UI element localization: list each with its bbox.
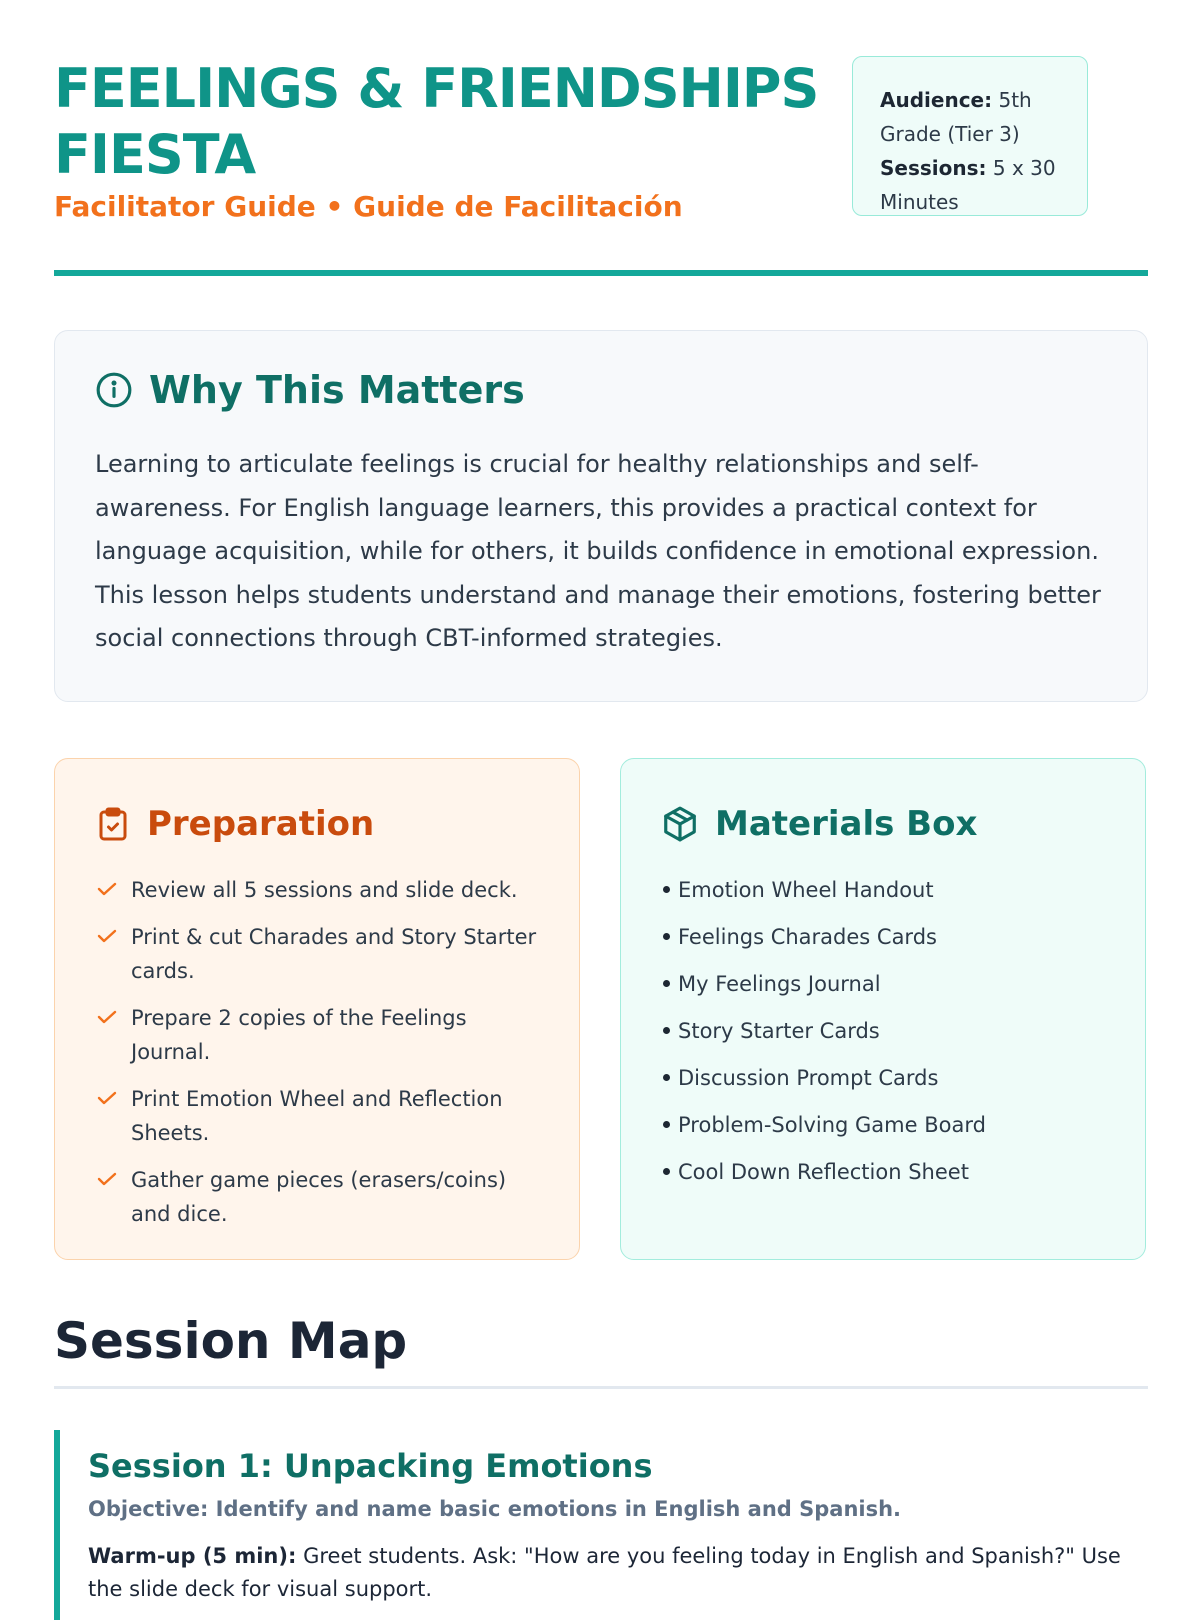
- session-map-divider: [54, 1386, 1148, 1389]
- check-icon: [95, 926, 119, 946]
- preparation-list: [95, 873, 539, 1231]
- page-title: FEELINGS & FRIENDSHIPS FIESTA: [54, 57, 819, 186]
- header-divider: [54, 270, 1148, 276]
- bullet-icon: [663, 1121, 670, 1128]
- sessions-value: 5 x 30 Minutes: [880, 156, 1056, 214]
- sessions-label: Sessions:: [880, 156, 987, 180]
- box-icon: [661, 805, 699, 843]
- materials-item: [661, 1108, 1105, 1142]
- materials-item: [661, 873, 1105, 907]
- preparation-item: [95, 1001, 539, 1069]
- check-icon: [95, 879, 119, 899]
- preparation-item-text: Print Emotion Wheel and Reflection Sheets.: [131, 1087, 503, 1145]
- page-subtitle: Facilitator Guide • Guide de Facilitación: [54, 190, 683, 223]
- check-icon: [95, 1007, 119, 1027]
- materials-item-text: Feelings Charades Cards: [678, 925, 937, 949]
- audience-label: Audience:: [880, 88, 993, 112]
- check-icon: [95, 1169, 119, 1189]
- session-warmup: [88, 1540, 1148, 1606]
- bullet-icon: [663, 886, 670, 893]
- preparation-item-text: Review all 5 sessions and slide deck.: [131, 878, 518, 902]
- preparation-item: [95, 1082, 539, 1150]
- session-card: [54, 1430, 1148, 1620]
- materials-item: [661, 1061, 1105, 1095]
- session-title: Session 1: Unpacking Emotions: [88, 1447, 653, 1485]
- header: [54, 56, 1148, 278]
- preparation-item-text: Print & cut Charades and Story Starter cards.: [131, 925, 537, 983]
- materials-item: [661, 1155, 1105, 1189]
- bullet-icon: [663, 933, 670, 940]
- materials-list: [661, 873, 1105, 1189]
- session-map-heading: Session Map: [54, 1312, 408, 1370]
- why-heading: Why This Matters: [149, 368, 525, 412]
- materials-item-text: Cool Down Reflection Sheet: [678, 1160, 969, 1184]
- session-objective: Objective: Identify and name basic emotions in English and Spanish.: [88, 1497, 902, 1521]
- preparation-item-text: Gather game pieces (erasers/coins) and dice.: [131, 1168, 507, 1226]
- materials-item-text: My Feelings Journal: [678, 972, 881, 996]
- materials-heading: Materials Box: [715, 804, 978, 844]
- why-body: Learning to articulate feelings is crucial for healthy relationships and self-awareness. For English language learners, this provides a practical context for language acquisition, while for others, it builds confidence in emotional expression. This lesson helps students understand and manage their emotions, fostering better social connections through CBT-informed strategies.: [95, 450, 1101, 652]
- preparation-item: [95, 873, 539, 907]
- preparation-item: [95, 1163, 539, 1231]
- preparation-item-text: Prepare 2 copies of the Feelings Journal.: [131, 1006, 467, 1064]
- materials-item-text: Problem-Solving Game Board: [678, 1113, 986, 1137]
- warmup-text: Greet students. Ask: "How are you feeling today in English and Spanish?" Use the slide deck for visual support.: [88, 1544, 1121, 1601]
- bullet-icon: [663, 980, 670, 987]
- meta-box: [852, 56, 1088, 216]
- bullet-icon: [663, 1074, 670, 1081]
- clipboard-check-icon: [95, 805, 131, 843]
- materials-item-text: Emotion Wheel Handout: [678, 878, 934, 902]
- materials-item: [661, 1014, 1105, 1048]
- info-circle-icon: [95, 371, 133, 409]
- check-icon: [95, 1088, 119, 1108]
- materials-item-text: Story Starter Cards: [678, 1019, 880, 1043]
- bullet-icon: [663, 1168, 670, 1175]
- materials-item: [661, 920, 1105, 954]
- materials-item-text: Discussion Prompt Cards: [678, 1066, 939, 1090]
- preparation-card: [54, 758, 580, 1260]
- bullet-icon: [663, 1027, 670, 1034]
- audience-value: 5th Grade (Tier 3): [880, 88, 1032, 146]
- preparation-heading: Preparation: [147, 804, 375, 844]
- warmup-label: Warm-up (5 min):: [88, 1544, 297, 1568]
- materials-box-card: [620, 758, 1146, 1260]
- why-this-matters-card: [54, 330, 1148, 702]
- preparation-item: [95, 920, 539, 988]
- materials-item: [661, 967, 1105, 1001]
